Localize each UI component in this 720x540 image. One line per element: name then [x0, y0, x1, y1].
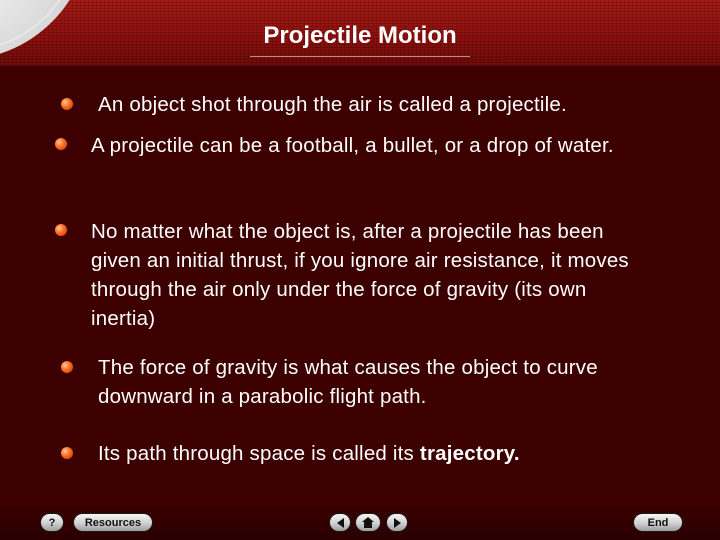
- title-underline: [250, 56, 470, 57]
- bullet-item: [61, 439, 691, 471]
- term-trajectory: trajectory.: [419, 442, 520, 465]
- bullet-item: [55, 130, 675, 192]
- bullet-item: [55, 216, 675, 336]
- bullet-icon: [61, 447, 73, 459]
- home-button[interactable]: [355, 513, 381, 532]
- bullet-text-plain: Its path through space is called its: [98, 442, 420, 465]
- bullet-text: An object shot through the air is called a projectile.: [98, 93, 567, 116]
- previous-button[interactable]: [329, 513, 351, 532]
- bullet-text: [98, 439, 688, 468]
- bullet-text: A projectile can be a football, a bullet, or a drop of water.: [91, 134, 614, 157]
- slide-header: [0, 0, 720, 66]
- bullet-text: No matter what the object is, after a projectile has been given an initial thrust, if you ignore air resistance, it moves through the air only under the force of gravity (its own inertia): [91, 220, 629, 330]
- resources-label: Resources: [84, 516, 142, 529]
- bullet-item: [61, 90, 681, 122]
- bullet-item: [61, 353, 691, 415]
- slide-content: [0, 66, 720, 506]
- help-icon: ?: [48, 516, 56, 529]
- resources-button[interactable]: [73, 513, 153, 532]
- slide-title: Projectile Motion: [263, 22, 457, 49]
- next-button[interactable]: [386, 513, 408, 532]
- bullet-icon: [61, 361, 73, 373]
- bullet-icon: [55, 224, 67, 236]
- triangle-left-icon: [337, 518, 344, 528]
- help-button[interactable]: [40, 513, 64, 532]
- end-label: End: [647, 516, 669, 529]
- bullet-icon: [55, 138, 67, 150]
- end-button[interactable]: [633, 513, 683, 532]
- bullet-text: The force of gravity is what causes the object to curve downward in a parabolic flight path.: [98, 356, 598, 408]
- triangle-right-icon: [394, 518, 401, 528]
- bullet-icon: [61, 98, 73, 110]
- home-icon: [362, 517, 374, 528]
